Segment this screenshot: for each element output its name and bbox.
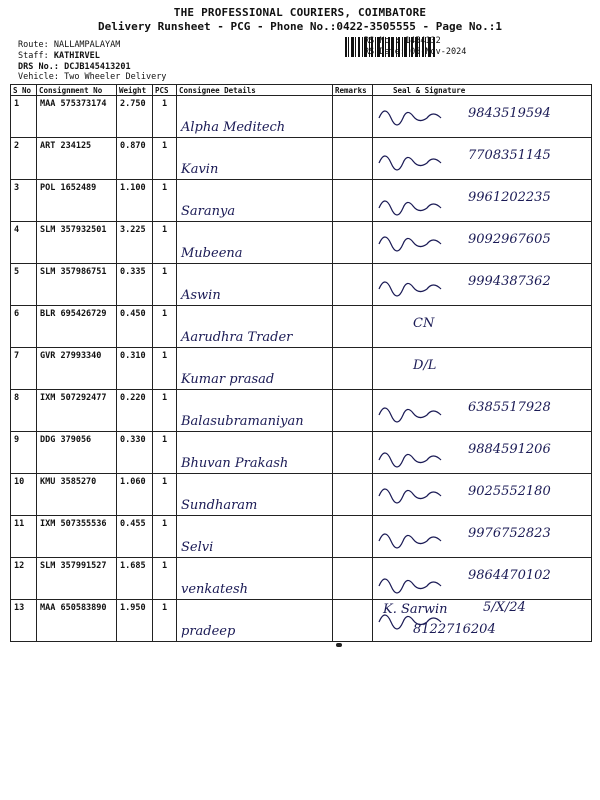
pcs-cell: 1 bbox=[153, 474, 177, 516]
sno-cell: 7 bbox=[11, 348, 37, 390]
consignee-cell bbox=[177, 558, 333, 600]
consignee-handwriting: Selvi bbox=[181, 540, 214, 555]
sno-cell: 1 bbox=[11, 96, 37, 138]
consignee-cell bbox=[177, 600, 333, 642]
rs-no-value: 1454132 bbox=[404, 36, 441, 46]
weight-cell: 1.950 bbox=[117, 600, 153, 642]
signature-cell bbox=[373, 264, 592, 306]
signature-phone: D/L bbox=[413, 358, 437, 373]
col-weight: Weight bbox=[117, 85, 153, 96]
runsheet-subtitle: Delivery Runsheet - PCG - Phone No.:0422-3505555 - Page No.:1 bbox=[98, 20, 502, 33]
signature-scribble bbox=[373, 432, 463, 472]
consignee-cell bbox=[177, 264, 333, 306]
drs-line: DRS No.: DCJB145413201 bbox=[18, 62, 131, 72]
pcs-cell: 1 bbox=[153, 558, 177, 600]
signature-phone: 9025552180 bbox=[468, 484, 551, 499]
consignee-handwriting: Aswin bbox=[181, 288, 221, 303]
consignment-cell: MAA 575373174 bbox=[37, 96, 117, 138]
weight-cell: 1.060 bbox=[117, 474, 153, 516]
remarks-cell bbox=[333, 600, 373, 642]
remarks-cell bbox=[333, 432, 373, 474]
consignment-cell: SLM 357932501 bbox=[37, 222, 117, 264]
signature-cell bbox=[373, 306, 592, 348]
signature-phone: 9864470102 bbox=[468, 568, 551, 583]
sno-cell: 6 bbox=[11, 306, 37, 348]
consignee-handwriting: Alpha Meditech bbox=[181, 120, 286, 135]
table-row bbox=[11, 180, 592, 222]
consignee-cell bbox=[177, 474, 333, 516]
consignment-cell: IXM 507355536 bbox=[37, 516, 117, 558]
signature-scribble bbox=[373, 222, 463, 262]
consignment-cell: DDG 379056 bbox=[37, 432, 117, 474]
signature-phone: 9994387362 bbox=[468, 274, 551, 289]
consignee-handwriting: pradeep bbox=[181, 624, 236, 639]
rs-date-line: RS Date: 05-Nov-2024 bbox=[364, 47, 467, 57]
table-row bbox=[11, 474, 592, 516]
consignee-handwriting: Mubeena bbox=[181, 246, 243, 261]
weight-cell: 1.685 bbox=[117, 558, 153, 600]
sno-cell: 2 bbox=[11, 138, 37, 180]
signature-scribble bbox=[373, 180, 463, 220]
table-row bbox=[11, 264, 592, 306]
remarks-cell bbox=[333, 264, 373, 306]
signature-phone: 9092967605 bbox=[468, 232, 551, 247]
vehicle-value: Two Wheeler Delivery bbox=[64, 72, 167, 82]
consignee-handwriting: Balasubramaniyan bbox=[181, 414, 304, 429]
weight-cell: 1.100 bbox=[117, 180, 153, 222]
col-pcs: PCS bbox=[153, 85, 177, 96]
signature-scribble bbox=[373, 390, 463, 430]
company-title: THE PROFESSIONAL COURIERS, COIMBATORE bbox=[173, 6, 427, 19]
table-row bbox=[11, 432, 592, 474]
weight-cell: 0.870 bbox=[117, 138, 153, 180]
weight-cell: 3.225 bbox=[117, 222, 153, 264]
remarks-cell bbox=[333, 180, 373, 222]
signature-cell bbox=[373, 96, 592, 138]
pcs-cell: 1 bbox=[153, 306, 177, 348]
remarks-cell bbox=[333, 138, 373, 180]
remarks-cell bbox=[333, 222, 373, 264]
weight-cell: 0.455 bbox=[117, 516, 153, 558]
signature-cell bbox=[373, 474, 592, 516]
sno-cell: 10 bbox=[11, 474, 37, 516]
consignment-cell: SLM 357986751 bbox=[37, 264, 117, 306]
consignee-cell bbox=[177, 222, 333, 264]
consignee-cell bbox=[177, 348, 333, 390]
signature-phone: 7708351145 bbox=[468, 148, 551, 163]
signature-cell bbox=[373, 432, 592, 474]
weight-cell: 0.450 bbox=[117, 306, 153, 348]
table-row bbox=[11, 600, 592, 642]
consignee-cell bbox=[177, 180, 333, 222]
table-row bbox=[11, 558, 592, 600]
signature-cell bbox=[373, 390, 592, 432]
ink-mark bbox=[336, 643, 342, 647]
route-line: Route: NALLAMPALAYAM bbox=[18, 40, 121, 50]
remarks-cell bbox=[333, 390, 373, 432]
consignment-cell: MAA 650583890 bbox=[37, 600, 117, 642]
consignment-cell: ART 234125 bbox=[37, 138, 117, 180]
table-header-row bbox=[11, 85, 592, 96]
rs-no-line: RS No.: 1454132 bbox=[364, 36, 441, 46]
table-row bbox=[11, 222, 592, 264]
consignee-handwriting: Kavin bbox=[181, 162, 219, 177]
table-row bbox=[11, 516, 592, 558]
sno-cell: 11 bbox=[11, 516, 37, 558]
staff-line: Staff: KATHIRVEL bbox=[18, 51, 100, 61]
pcs-cell: 1 bbox=[153, 138, 177, 180]
runsheet-table bbox=[10, 84, 592, 642]
consignee-cell bbox=[177, 306, 333, 348]
consignee-handwriting: Bhuvan Prakash bbox=[181, 456, 289, 471]
signature-phone: 8122716204 bbox=[413, 622, 496, 637]
weight-cell: 2.750 bbox=[117, 96, 153, 138]
pcs-cell: 1 bbox=[153, 600, 177, 642]
table-row bbox=[11, 138, 592, 180]
consignee-cell bbox=[177, 516, 333, 558]
signature-cell bbox=[373, 558, 592, 600]
remarks-cell bbox=[333, 558, 373, 600]
signature-scribble bbox=[373, 516, 463, 556]
signature-phone: CN bbox=[413, 316, 435, 331]
consignee-handwriting: Sundharam bbox=[181, 498, 258, 513]
signature-phone: 9884591206 bbox=[468, 442, 551, 457]
signature-scribble bbox=[373, 558, 463, 598]
sno-cell: 12 bbox=[11, 558, 37, 600]
signature-scribble bbox=[373, 474, 463, 514]
consignee-cell bbox=[177, 138, 333, 180]
pcs-cell: 1 bbox=[153, 348, 177, 390]
sno-cell: 3 bbox=[11, 180, 37, 222]
signature-cell bbox=[373, 138, 592, 180]
remarks-cell bbox=[333, 306, 373, 348]
pcs-cell: 1 bbox=[153, 96, 177, 138]
consignment-cell: BLR 695426729 bbox=[37, 306, 117, 348]
pcs-cell: 1 bbox=[153, 180, 177, 222]
consignee-cell bbox=[177, 390, 333, 432]
signature-phone: 9843519594 bbox=[468, 106, 551, 121]
drs-value: DCJB145413201 bbox=[64, 62, 131, 72]
weight-cell: 0.220 bbox=[117, 390, 153, 432]
table-row bbox=[11, 306, 592, 348]
signature-phone: 6385517928 bbox=[468, 400, 551, 415]
consignee-handwriting: Aarudhra Trader bbox=[181, 330, 293, 345]
col-remarks: Remarks bbox=[333, 85, 373, 96]
col-sno: S No bbox=[11, 85, 37, 96]
remarks-cell bbox=[333, 516, 373, 558]
signature-cell bbox=[373, 600, 592, 642]
consignment-cell: IXM 507292477 bbox=[37, 390, 117, 432]
weight-cell: 0.310 bbox=[117, 348, 153, 390]
signature-scribble bbox=[373, 138, 463, 178]
sno-cell: 4 bbox=[11, 222, 37, 264]
consignee-handwriting: venkatesh bbox=[181, 582, 248, 597]
vehicle-line: Vehicle: Two Wheeler Delivery bbox=[18, 72, 167, 82]
signature-cell bbox=[373, 348, 592, 390]
signature-scribble bbox=[373, 96, 463, 136]
pcs-cell: 1 bbox=[153, 432, 177, 474]
weight-cell: 0.330 bbox=[117, 432, 153, 474]
remarks-cell bbox=[333, 348, 373, 390]
remarks-cell bbox=[333, 96, 373, 138]
table-row bbox=[11, 96, 592, 138]
sno-cell: 9 bbox=[11, 432, 37, 474]
col-consignee: Consignee Details bbox=[177, 85, 333, 96]
consignee-cell bbox=[177, 432, 333, 474]
weight-cell: 0.335 bbox=[117, 264, 153, 306]
signature-cell bbox=[373, 222, 592, 264]
consignee-handwriting: Saranya bbox=[181, 204, 236, 219]
pcs-cell: 1 bbox=[153, 222, 177, 264]
signature-phone: 9961202235 bbox=[468, 190, 551, 205]
pcs-cell: 1 bbox=[153, 516, 177, 558]
consignment-cell: KMU 3585270 bbox=[37, 474, 117, 516]
remarks-cell bbox=[333, 474, 373, 516]
consignee-handwriting: Kumar prasad bbox=[181, 372, 275, 387]
sno-cell: 13 bbox=[11, 600, 37, 642]
receipt-date: 5/X/24 bbox=[483, 600, 526, 615]
rs-date-value: 05-Nov-2024 bbox=[410, 47, 467, 57]
signature-scribble bbox=[373, 264, 463, 304]
col-signature: Seal & Signature bbox=[373, 85, 592, 96]
consignment-cell: SLM 357991527 bbox=[37, 558, 117, 600]
table-row bbox=[11, 348, 592, 390]
sno-cell: 8 bbox=[11, 390, 37, 432]
consignee-cell bbox=[177, 96, 333, 138]
col-consignment: Consignment No bbox=[37, 85, 117, 96]
pcs-cell: 1 bbox=[153, 264, 177, 306]
sno-cell: 5 bbox=[11, 264, 37, 306]
signature-phone: 9976752823 bbox=[468, 526, 551, 541]
pcs-cell: 1 bbox=[153, 390, 177, 432]
consignment-cell: POL 1652489 bbox=[37, 180, 117, 222]
receiver-name: K. Sarwin bbox=[383, 602, 448, 617]
signature-cell bbox=[373, 516, 592, 558]
route-value: NALLAMPALAYAM bbox=[53, 40, 121, 50]
signature-cell bbox=[373, 180, 592, 222]
consignment-cell: GVR 27993340 bbox=[37, 348, 117, 390]
staff-value: KATHIRVEL bbox=[53, 51, 100, 61]
table-row bbox=[11, 390, 592, 432]
